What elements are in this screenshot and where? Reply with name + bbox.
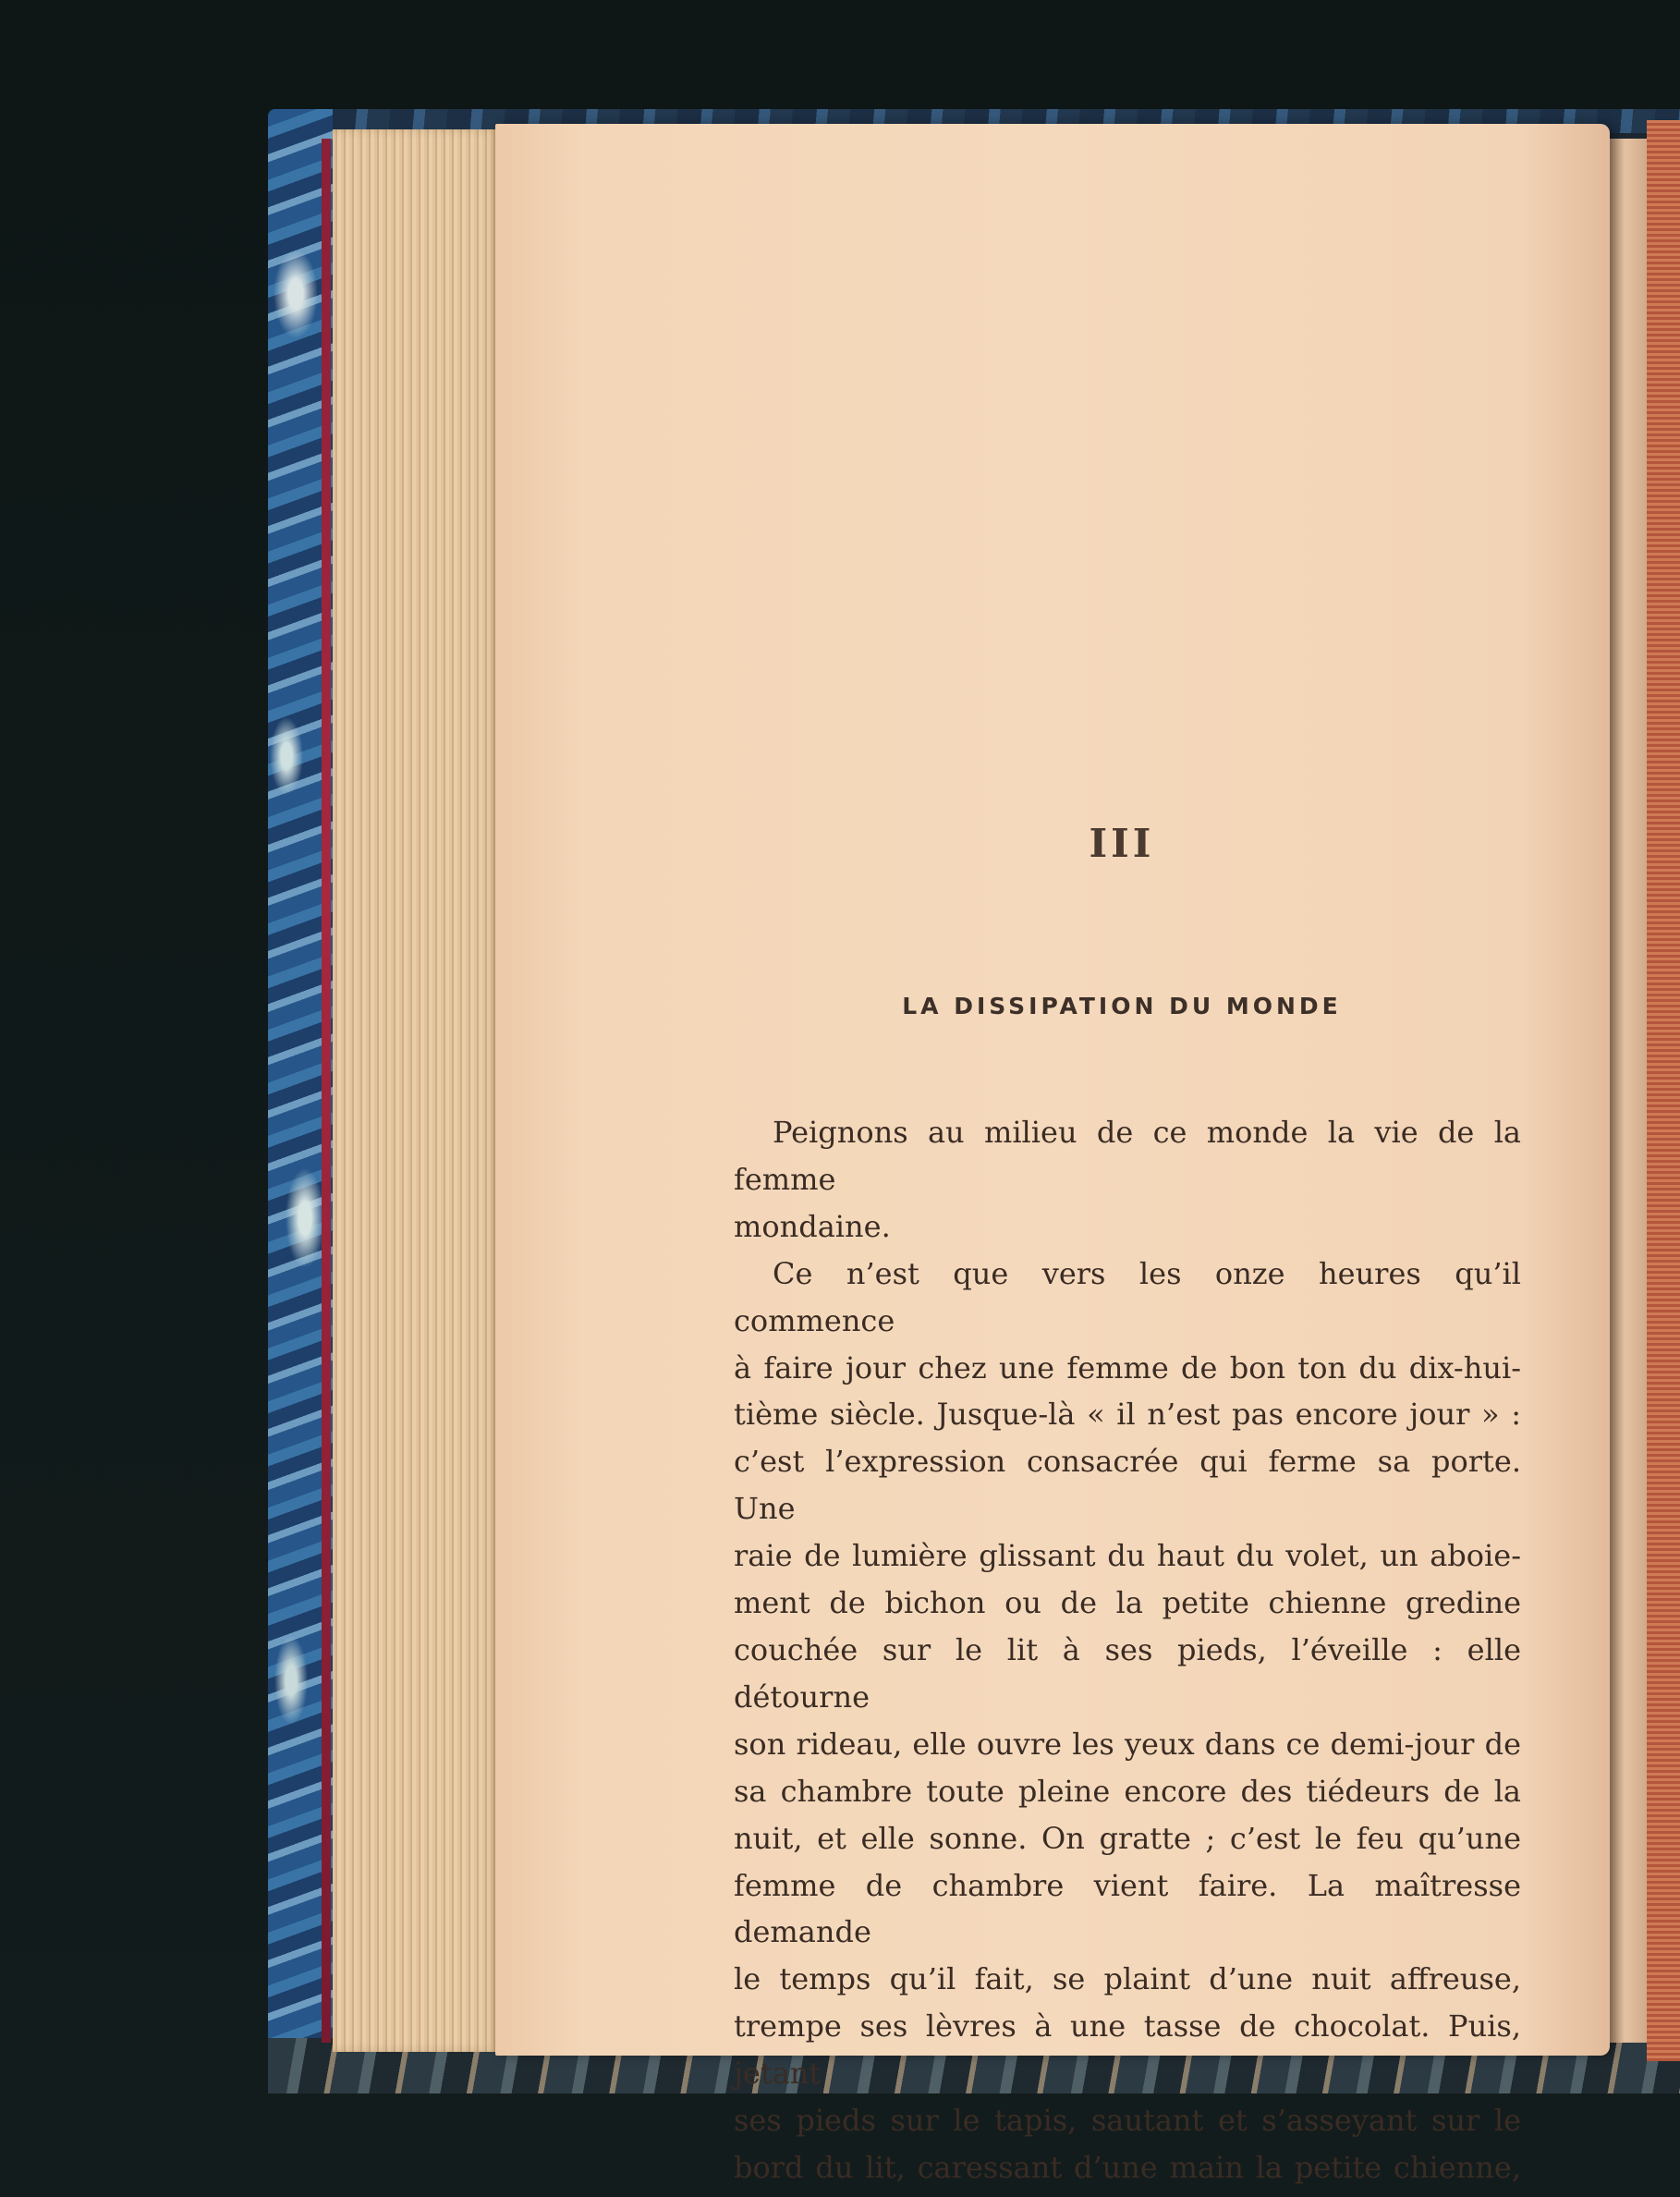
page-stack	[333, 129, 499, 2052]
chapter-number: III	[1089, 821, 1155, 866]
book-page	[495, 124, 1610, 2185]
text-line: Peignons au milieu de ce monde la vie de la femme	[734, 1115, 1521, 1197]
text-line: sa chambre toute pleine encore des tiédeurs de la	[734, 1773, 1521, 1809]
text-line: mondaine.	[734, 1208, 891, 1244]
body-text	[734, 1109, 1521, 2191]
text-line: ses pieds sur le tapis, sautant et s’asseyant sur le	[734, 2103, 1521, 2139]
text-line: couchée sur le lit à ses pieds, l’éveille : elle détourne	[734, 1631, 1521, 1715]
text-line: c’est l’expression consacrée qui ferme sa porte. Une	[734, 1444, 1521, 1527]
text-line: femme de chambre vient faire. La maîtresse demande	[734, 1867, 1521, 1950]
text-line: à faire jour chez une femme de bon ton du dix-hui-	[734, 1349, 1521, 1385]
text-line: le temps qu’il fait, se plaint d’une nuit affreuse,	[734, 1961, 1521, 1997]
text-line: ment de bichon ou de la petite chienne gredine	[734, 1585, 1521, 1621]
red-page-edge-left	[322, 139, 331, 2043]
next-page-edge	[1610, 139, 1647, 2043]
text-line: Ce n’est que vers les onze heures qu’il commence	[734, 1255, 1521, 1338]
text-line: raie de lumière glissant du haut du volet, un aboie-	[734, 1538, 1521, 1574]
text-line: tième siècle. Jusque-là « il n’est pas encore jour » :	[734, 1397, 1521, 1433]
text-line: trempe ses lèvres à une tasse de chocolat. Puis, jetant	[734, 2008, 1521, 2092]
text-line: bord du lit, caressant d’une main la petite chienne,	[734, 2149, 1521, 2185]
chapter-title: LA DISSIPATION DU MONDE	[902, 993, 1342, 1019]
text-line: son rideau, elle ouvre les yeux dans ce demi-jour de	[734, 1726, 1521, 1762]
red-page-edge-right	[1647, 120, 1680, 2061]
text-line: nuit, et elle sonne. On gratte ; c’est le feu qu’une	[734, 1820, 1521, 1856]
